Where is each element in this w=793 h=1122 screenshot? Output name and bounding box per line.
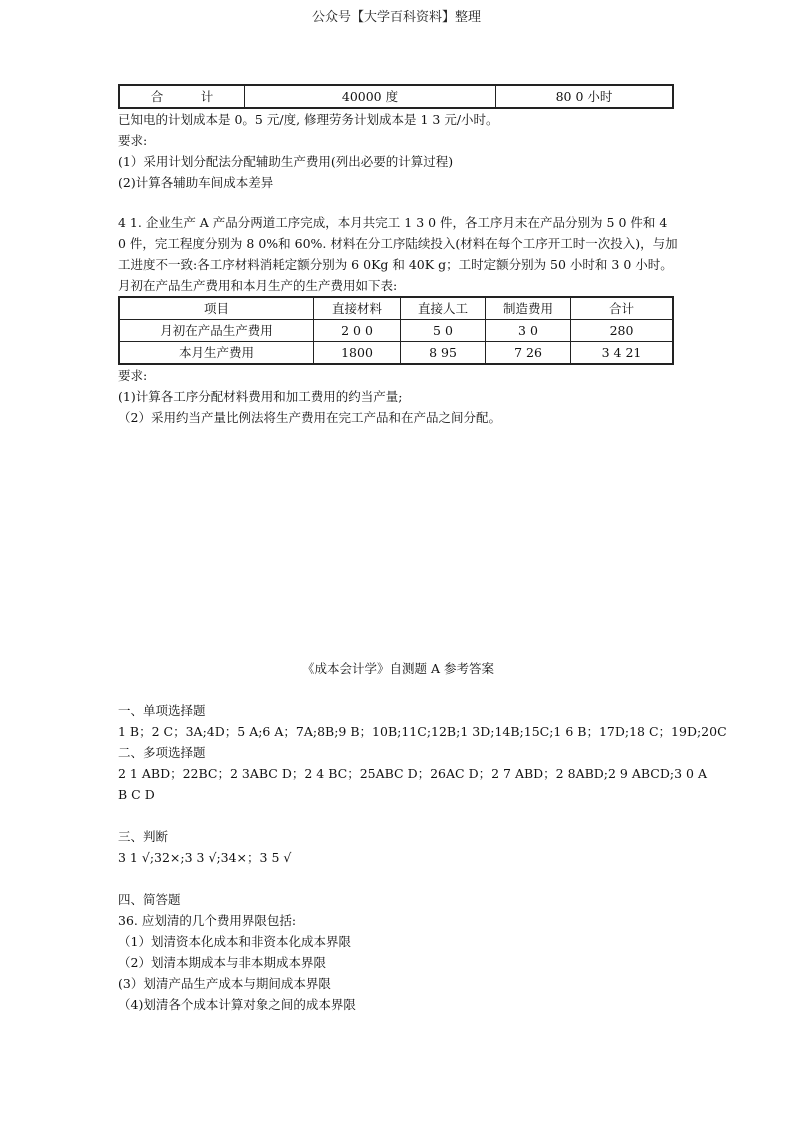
top-section [118, 84, 678, 193]
table-cell: 合 计 [119, 85, 245, 108]
answer-line: 36. 应划清的几个费用界限包括: [118, 913, 297, 928]
table-cell: 3 4 21 [571, 342, 674, 365]
table-cell: 3 0 [486, 320, 571, 342]
table-header-cell: 直接人工 [401, 297, 486, 320]
table-cell: 280 [571, 320, 674, 342]
table-cell: 5 0 [401, 320, 486, 342]
summary-table [118, 84, 674, 109]
text-line: (1）采用计划分配法分配辅助生产费用(列出必要的计算过程) [118, 154, 454, 169]
cost-table [118, 296, 674, 365]
answer-line: 3 1 √;32×;3 3 √;34×；3 5 √ [118, 850, 292, 865]
table-cell: 80 0 小时 [496, 85, 674, 108]
text-line: (2)计算各辅助车间成本差异 [118, 175, 274, 190]
table-cell: 2 0 0 [314, 320, 401, 342]
table-header-cell: 项目 [119, 297, 314, 320]
answer-line: （4)划清各个成本计算对象之间的成本界限 [118, 997, 356, 1012]
section-title: 一、单项选择题 [118, 703, 206, 718]
answer-line: 2 1 ABD；22BC；2 3ABC D；2 4 BC；25ABC D；26AC D；2 7 ABD；2 8ABD;2 9 ABCD;3 0 A [118, 766, 707, 781]
section-title: 三、判断 [118, 829, 169, 844]
table-cell: 月初在产品生产费用 [119, 320, 314, 342]
table-header-row [119, 297, 673, 320]
table-cell: 8 95 [401, 342, 486, 365]
section-title: 二、多项选择题 [118, 745, 206, 760]
table-cell: 1800 [314, 342, 401, 365]
text-line: 要求: [118, 133, 148, 148]
table-header-cell: 制造费用 [486, 297, 571, 320]
table-cell: 本月生产费用 [119, 342, 314, 365]
page-header: 公众号【大学百科资料】整理 [311, 10, 481, 25]
answer-line: （2）划清本期成本与非本期成本界限 [118, 955, 326, 970]
answer-line: 1 B；2 C；3A;4D；5 A;6 A；7A;8B;9 B；10B;11C;12B;1 3D;14B;15C;1 6 B；17D;18 C；19D;20C [118, 724, 727, 739]
table-cell: 7 26 [486, 342, 571, 365]
text-line: （2）采用约当产量比例法将生产费用在完工产品和在产品之间分配。 [118, 410, 501, 425]
answers-title: 《成本会计学》自测题 A 参考答案 [302, 661, 494, 676]
table-cell: 40000 度 [245, 85, 496, 108]
answer-line: B C D [118, 787, 155, 802]
table-intro: 月初在产品生产费用和本月生产的生产费用如下表: [118, 278, 398, 293]
table-header-cell: 合计 [571, 297, 674, 320]
text-line: 要求: [118, 368, 148, 383]
section-title: 四、简答题 [118, 892, 181, 907]
answer-line: （1）划清资本化成本和非资本化成本界限 [118, 934, 351, 949]
question-paragraph: 4 1. 企业生产 A 产品分两道工序完成，本月共完工 1 3 0 件，各工序月末在产品分别为 5 0 件和 4 0 件，完工程度分别为 8 0%和 60%. 材料在分工序陆续投入(材料在每个工序开工时一次投入)，与加工进度不一致:各工序材料消耗定额分别为 6 0Kg 和 40K g；工时定额分别为 50 小时和 3 0 小时。 [118, 215, 678, 272]
text-line: 已知电的计划成本是 0。5 元/度, 修理劳务计划成本是 1 3 元/小时。 [118, 112, 499, 127]
table-row [119, 320, 673, 342]
table-header-cell: 直接材料 [314, 297, 401, 320]
question-41 [118, 212, 678, 428]
table-row [119, 342, 673, 365]
answer-line: (3）划清产品生产成本与期间成本界限 [118, 976, 331, 991]
answers-section [118, 658, 727, 1015]
table-row [119, 85, 673, 108]
text-line: (1)计算各工序分配材料费用和加工费用的约当产量; [118, 389, 403, 404]
